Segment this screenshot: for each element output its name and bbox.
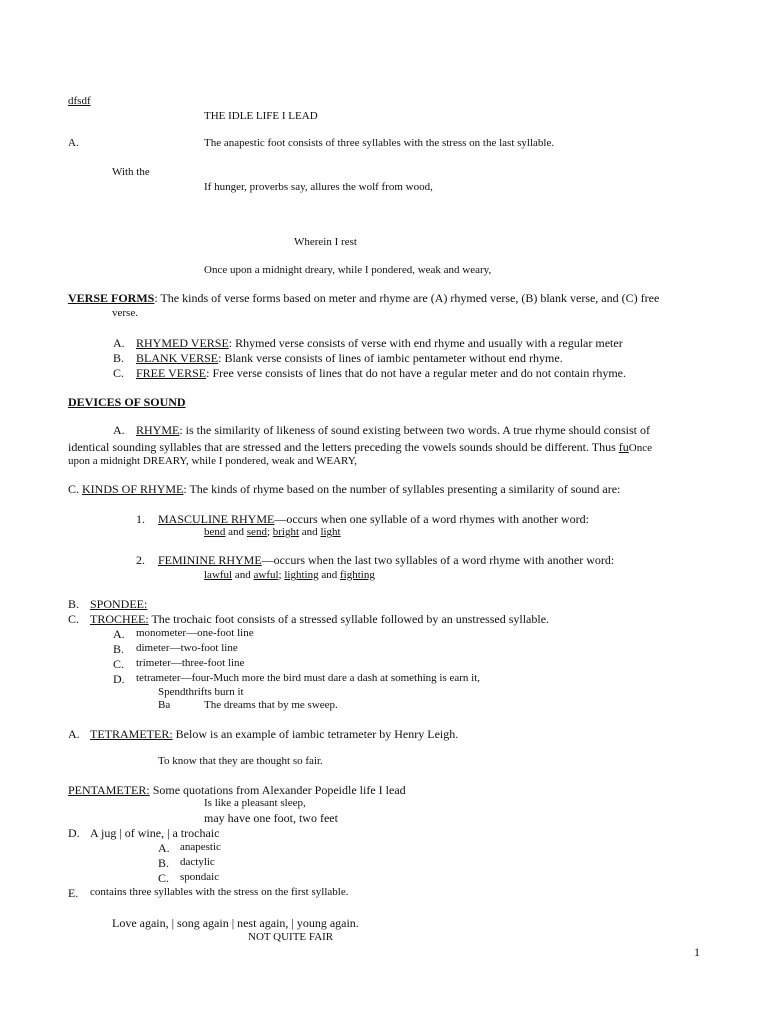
list-marker: C. — [158, 871, 170, 885]
doc-line: The anapestic foot consists of three syllables with the stress on the last syllable. — [204, 137, 555, 149]
section-heading: VERSE FORMS — [68, 291, 155, 305]
term: FREE VERSE — [136, 366, 207, 380]
list-marker: B. — [113, 642, 125, 656]
list-marker: A. — [113, 627, 125, 641]
doc-text: —occurs when the last two syllables of a word rhyme with another word: — [261, 553, 615, 567]
rhyme-paragraph — [136, 424, 650, 436]
list-marker: C. — [113, 366, 125, 380]
doc-line: upon a midnight DREARY, while I pondered, weak and WEARY, — [68, 455, 358, 467]
doc-line: Is like a pleasant sleep, — [204, 797, 306, 809]
kinds-of-rhyme-paragraph — [68, 483, 620, 495]
list-item — [158, 554, 614, 566]
verse-forms-paragraph — [68, 292, 659, 304]
doc-text: : The kinds of verse forms based on meter and rhyme are (A) rhymed verse, (B) blank verse, and (C) free — [154, 291, 660, 305]
term: RHYMED VERSE — [136, 336, 229, 350]
doc-line: NOT QUITE FAIR — [248, 931, 334, 943]
list-item: A jug | of wine, | a trochaic — [90, 826, 220, 840]
doc-text: Once — [628, 442, 652, 454]
doc-title: THE IDLE LIFE I LEAD — [204, 110, 318, 122]
list-marker: C. — [68, 482, 83, 496]
list-marker: B. — [158, 856, 170, 870]
section-heading: DEVICES OF SOUND — [68, 395, 186, 409]
list-marker: D. — [113, 672, 125, 686]
doc-line: dfsdf — [68, 95, 91, 107]
doc-line: With the — [112, 166, 150, 178]
list-item: tetrameter—four-Much more the bird must dare a dash at something is earn it, — [136, 672, 481, 684]
example-word: light — [320, 526, 341, 538]
pentameter-paragraph — [68, 784, 406, 796]
doc-text: and — [299, 526, 321, 538]
list-marker: B. — [68, 597, 80, 611]
doc-line: To know that they are thought so fair. — [158, 755, 323, 767]
term: MASCULINE RHYME — [158, 512, 275, 526]
list-item — [90, 728, 458, 740]
term: PENTAMETER: — [68, 783, 150, 797]
list-marker: A. — [68, 137, 79, 149]
doc-line: Once upon a midnight dreary, while I pondered, weak and weary, — [204, 264, 492, 276]
doc-text: : is the similarity of likeness of sound existing between two words. A true rhyme should consist of — [179, 423, 650, 437]
list-item: contains three syllables with the stress on the first syllable. — [90, 886, 349, 898]
list-item: spondaic — [180, 871, 220, 883]
example-word: bend — [204, 526, 226, 538]
doc-text: ; — [278, 569, 285, 581]
example-word: fighting — [339, 569, 375, 581]
doc-text: : The kinds of rhyme based on the number of syllables presenting a similarity of sound are: — [183, 482, 621, 496]
list-marker: 1. — [136, 512, 145, 526]
doc-line: may have one foot, two feet — [204, 811, 338, 825]
list-item — [158, 513, 589, 525]
list-marker: A. — [68, 727, 80, 741]
doc-line: Love again, | song again | nest again, | young again. — [112, 916, 359, 930]
term: SPONDEE: — [90, 597, 148, 611]
list-item — [136, 367, 626, 379]
list-marker: A. — [113, 423, 125, 437]
page-number: 1 — [694, 945, 700, 959]
doc-text: : Blank verse consists of lines of iambic pentameter without end rhyme. — [218, 351, 563, 365]
list-marker: A. — [113, 336, 125, 350]
example-word: send — [246, 526, 267, 538]
example-word: lawful — [204, 569, 233, 581]
doc-text: and — [318, 569, 340, 581]
term: FEMININE RHYME — [158, 553, 262, 567]
list-item — [136, 337, 623, 349]
doc-line: verse. — [112, 307, 138, 319]
example-line — [204, 570, 375, 581]
example-word: awful — [253, 569, 279, 581]
doc-line: Ba — [158, 699, 171, 711]
list-marker: E. — [68, 886, 79, 900]
doc-text: ; — [266, 526, 273, 538]
list-item: anapestic — [180, 841, 221, 853]
term: TETRAMETER: — [90, 727, 173, 741]
list-marker: D. — [68, 826, 80, 840]
list-item: dimeter—two-foot line — [136, 642, 238, 654]
list-marker: 2. — [136, 553, 145, 567]
doc-line: Wherein I rest — [294, 236, 357, 248]
doc-line — [68, 441, 652, 454]
doc-text: and — [232, 569, 254, 581]
list-item: dactylic — [180, 856, 215, 868]
doc-line: The dreams that by me sweep. — [204, 699, 338, 711]
doc-line: Spendthrifts burn it — [158, 686, 244, 698]
doc-text: Below is an example of iambic tetrameter by Henry Leigh. — [172, 727, 459, 741]
term: RHYME — [136, 423, 180, 437]
term: BLANK VERSE — [136, 351, 219, 365]
list-marker: B. — [113, 351, 125, 365]
list-item: monometer—one-foot line — [136, 627, 254, 639]
doc-text: : Free verse consists of lines that do not have a regular meter and do not contain rhyme. — [206, 366, 627, 380]
list-item — [90, 613, 549, 625]
list-marker: C. — [113, 657, 125, 671]
term: KINDS OF RHYME — [82, 482, 184, 496]
doc-text: The trochaic foot consists of a stressed syllable followed by an unstressed syllable. — [148, 612, 550, 626]
list-item: trimeter—three-foot line — [136, 657, 245, 669]
doc-text: identical sounding syllables that are stressed and the letters preceding the vowels sounds should be different. Thus — [68, 440, 619, 454]
term: TROCHEE: — [90, 612, 149, 626]
doc-line: If hunger, proverbs say, allures the wolf from wood, — [204, 181, 433, 193]
doc-text: —occurs when one syllable of a word rhymes with another word: — [274, 512, 589, 526]
example-word: bright — [272, 526, 300, 538]
example-line — [204, 527, 341, 538]
list-marker: A. — [158, 841, 170, 855]
doc-text: : Rhymed verse consists of verse with end rhyme and usually with a regular meter — [228, 336, 623, 350]
example-word: lighting — [284, 569, 319, 581]
doc-text: fu — [618, 440, 629, 454]
doc-text: and — [225, 526, 247, 538]
list-item — [136, 352, 563, 364]
doc-text: Some quotations from Alexander Popeidle life I lead — [149, 783, 406, 797]
list-marker: C. — [68, 612, 80, 626]
